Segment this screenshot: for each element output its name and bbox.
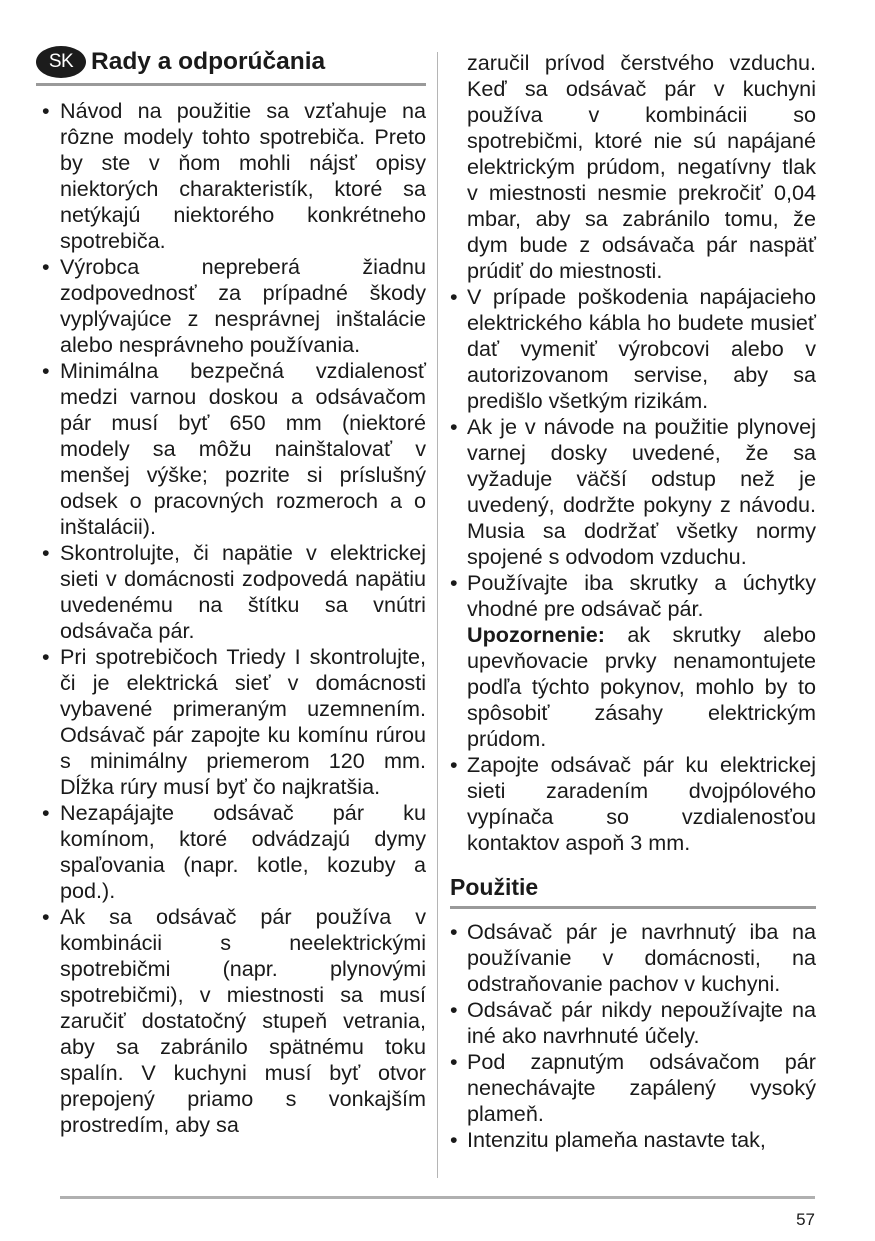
section-title: Použitie: [450, 874, 539, 900]
language-badge: SK: [36, 46, 86, 78]
section-title: Rady a odporúčania: [91, 48, 326, 75]
list-item: • Zapojte odsávač pár ku elektrickej sieti zaradením dvojpólového vypínača so vzdialenosťou kontaktov aspoň 3 mm.: [450, 752, 816, 856]
screws-text: Používajte iba skrutky a úchytky vhodné pre odsávač pár.: [467, 570, 816, 621]
tips-list: [36, 98, 426, 1138]
column-divider: [437, 52, 438, 1178]
list-item: • Ak sa odsávač pár používa v kombinácii s neelektrickými spotrebičmi (napr. plynovými spotrebičmi), v miestnosti sa musí zaručiť dostatočný stupeň vetrania, aby sa zabránilo spätnému toku spalín. V kuchyni musí byť otvor prepojený priamo s vonkajším prostredím, aby sa: [36, 904, 426, 1138]
usage-section: [450, 874, 816, 1153]
tips-list-continued: [450, 284, 816, 856]
list-item: • Výrobca nepreberá žiadnu zodpovednosť za prípadné škody vyplývajúce z nesprávnej inštalácie alebo nesprávneho používania.: [36, 254, 426, 358]
right-column: [450, 50, 816, 1153]
usage-list: [450, 919, 816, 1153]
list-item: • Pri spotrebičoch Triedy I skontrolujte, či je elektrická sieť v domácnosti vybavené primeraným uzemnením. Odsávač pár zapojte ku komínu rúrou s minimálny priemerom 120 mm. Dĺžka rúry musí byť čo najkratšia.: [36, 644, 426, 800]
warning-label: Upozornenie:: [467, 622, 605, 647]
list-item: • Odsávač pár je navrhnutý iba na používanie v domácnosti, na odstraňovanie pachov v kuchyni.: [450, 919, 816, 997]
list-item: • Skontrolujte, či napätie v elektrickej sieti v domácnosti zodpovedá napätiu uvedenému na štítku sa vnútri odsávača pár.: [36, 540, 426, 644]
section-heading-usage: [450, 874, 816, 909]
list-item: • Pod zapnutým odsávačom pár nenechávajte zapálený vysoký plameň.: [450, 1049, 816, 1127]
left-column: [36, 46, 426, 1138]
list-item-screws: [450, 570, 816, 752]
list-item: • Intenzitu plameňa nastavte tak,: [450, 1127, 816, 1153]
footer-rule: [60, 1196, 815, 1199]
continued-paragraph: zaručil prívod čerstvého vzduchu. Keď sa odsávač pár v kuchyni používa v kombinácii so spotrebičmi, ktoré nie sú napájané elektrickým prúdom, negatívny tlak v miestnosti nesmie prekročiť 0,04 mbar, aby sa zabránilo tomu, že dym bude z odsávača pár naspäť prúdiť do miestnosti.: [467, 50, 816, 283]
list-item: • Minimálna bezpečná vzdialenosť medzi varnou doskou a odsávačom pár musí byť 650 mm (niektoré modely sa môžu nainštalovať v menšej výške; pozrite si príslušný odsek o pracovných rozmeroch a o inštalácii).: [36, 358, 426, 540]
list-item: • Ak je v návode na použitie plynovej varnej dosky uvedené, že sa vyžaduje väčší odstup než je uvedený, dodržte pokyny z návodu. Musia sa dodržať všetky normy spojené s odvodom vzduchu.: [450, 414, 816, 570]
list-item: • Odsávač pár nikdy nepoužívajte na iné ako navrhnuté účely.: [450, 997, 816, 1049]
list-item: • Návod na použitie sa vzťahuje na rôzne modely tohto spotrebiča. Preto by ste v ňom mohli nájsť opisy niektorých charakteristík, ktoré sa netýkajú niektorého konkrétneho spotrebiča.: [36, 98, 426, 254]
warning-text: ak skrutky alebo upevňovacie prvky nenamontujete podľa týchto pokynov, mohlo by to spôsobiť zásahy elektrickým prúdom.: [467, 622, 817, 751]
section-heading-tips: [36, 46, 426, 86]
list-item: • V prípade poškodenia napájacieho elektrického kábla ho budete musieť dať vymeniť výrobcovi alebo v autorizovanom servise, aby sa predišlo všetkým rizikám.: [450, 284, 816, 414]
list-item: • Nezapájajte odsávač pár ku komínom, ktoré odvádzajú dymy spaľovania (napr. kotle, kozuby a pod.).: [36, 800, 426, 904]
page-number: 57: [796, 1210, 815, 1229]
